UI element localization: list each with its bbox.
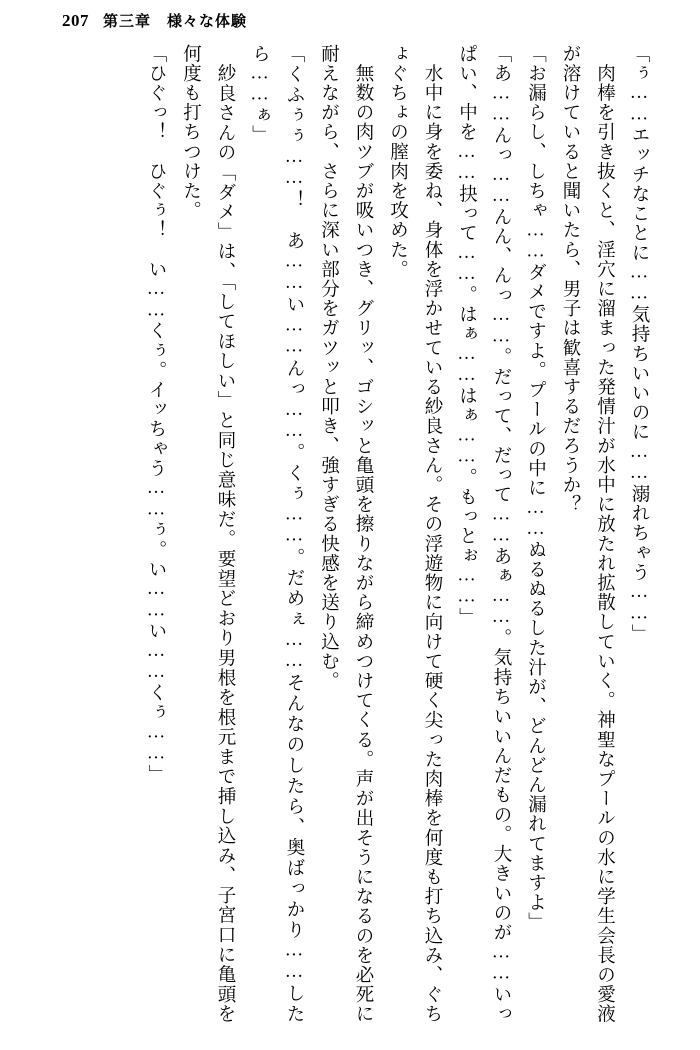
paragraph: 紗良さんの「ダメ」は、「してほしい」と同じ意味だ。要望どおり男根を根元まで挿し込み、子宮口に亀頭を何度も打ちつけた。: [180, 44, 235, 1024]
paragraph: 水中に身を委ね、身体を浮かせている紗良さん。その浮遊物に向けて硬く尖った肉棒を何度も打ち込み、ぐちょぐちょの膣肉を攻めた。: [387, 44, 442, 1024]
paragraph: 無数の肉ツブが吸いつき、グリッ、ゴシッと亀頭を擦りながら締めつけてくる。声が出そうになるのを必死に耐えながら、さらに深い部分をガツッと叩き、強すぎる快感を送り込む。: [318, 44, 373, 1024]
paragraph: 「ぅ……エッチなことに……気持ちいいのに……溺れちゃう……」: [629, 44, 649, 644]
running-head: [62, 10, 247, 31]
chapter-title: 第三章 様々な体験: [103, 14, 248, 30]
paragraph: 「あ……んっ……んん、んっ……。だって、だって……あぁ……。気持ちいいんだもの。大きいのが……いっぱい、中を……抉って……。はぁ……はぁ……。もっとぉ……」: [456, 44, 511, 1024]
paragraph: 「お漏らし、しちゃ……ダメですよ。プールの中に……ぬるぬるした汁が、どんどん漏れてますよ」: [525, 44, 546, 932]
page-body-text: [60, 44, 656, 1024]
paragraph: 「くふぅぅ……！ あ……い……んっ……。くぅ……。だめぇ……そんなのしたら、奥ばっかり……したら……ぁ」: [249, 44, 304, 1024]
paragraph: 「ひぐっ！ ひぐぅ！ い……くぅ。イッちゃう……ぅ。い……い……くぅ……」: [146, 44, 166, 785]
page-number: 207: [62, 11, 89, 30]
paragraph: 肉棒を引き抜くと、淫穴に溜まった発情汁が水中に放たれ拡散していく。神聖なプールの水に学生会長の愛液が溶けていると聞いたら、男子は歓喜するだろうか？: [560, 44, 615, 1024]
